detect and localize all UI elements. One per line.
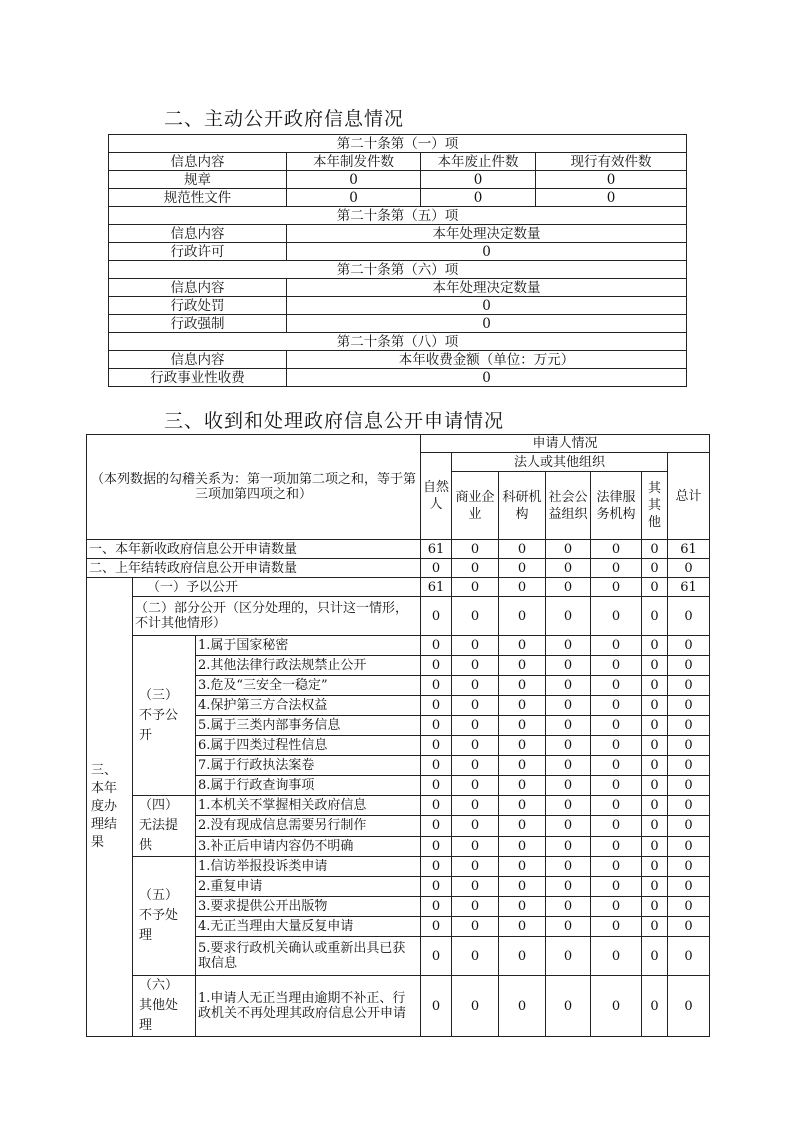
cell-value: 0 (421, 636, 452, 656)
cell-value: 0 (591, 836, 642, 856)
row-label: 6.属于四类过程性信息 (196, 736, 421, 756)
cell-value: 0 (668, 917, 710, 937)
row-label: 5.属于三类内部事务信息 (196, 716, 421, 736)
cell-value: 61 (668, 578, 710, 597)
column-header: 现行有效件数 (536, 153, 687, 171)
cell-value: 0 (287, 189, 421, 207)
cell-value: 0 (591, 937, 642, 976)
cell-value: 0 (642, 696, 668, 716)
cell-value: 0 (591, 976, 642, 1037)
row-label: 1.信访举报投诉类申请 (196, 857, 421, 877)
cell-value: 0 (591, 656, 642, 676)
column-header: 信息内容 (109, 279, 287, 297)
cell-value: 0 (421, 756, 452, 776)
cell-value: 0 (642, 656, 668, 676)
cell-value: 0 (499, 816, 546, 836)
other-header: 其其他 (642, 472, 668, 540)
cell-value: 0 (452, 696, 499, 716)
column-header: 信息内容 (109, 153, 287, 171)
cell-value: 0 (668, 676, 710, 696)
cell-value: 0 (642, 877, 668, 897)
cell-value: 0 (499, 877, 546, 897)
cell-value: 0 (591, 917, 642, 937)
cell-value: 61 (668, 540, 710, 559)
cell-value: 0 (421, 189, 536, 207)
cell-value: 0 (546, 877, 591, 897)
cell-value: 0 (499, 976, 546, 1037)
cell-value: 0 (421, 676, 452, 696)
cell-value: 0 (668, 716, 710, 736)
column-header: 信息内容 (109, 351, 287, 369)
cell-value: 0 (452, 676, 499, 696)
cell-value: 0 (668, 656, 710, 676)
cell-value: 0 (452, 776, 499, 796)
cell-value: 0 (499, 540, 546, 559)
cell-value: 0 (421, 897, 452, 917)
cell-value: 0 (499, 796, 546, 816)
cell-value: 0 (668, 816, 710, 836)
section-title-applications: 三、收到和处理政府信息公开申请情况 (164, 410, 505, 432)
row-label: （二）部分公开（区分处理的，只计这一情形，不计其他情形） (133, 597, 421, 636)
cell-value: 0 (452, 756, 499, 776)
cell-value: 0 (546, 756, 591, 776)
cell-value: 0 (421, 796, 452, 816)
cell-value: 0 (546, 796, 591, 816)
cell-value: 0 (546, 836, 591, 856)
column-note: （本列数据的勾稽关系为：第一项加第二项之和，等于第三项加第四项之和） (87, 435, 421, 540)
cell-value: 0 (668, 696, 710, 716)
row-label: 2.没有现成信息需要另行制作 (196, 816, 421, 836)
cell-value: 0 (421, 696, 452, 716)
row-label: 1.申请人无正当理由逾期不补正、行政机关不再处理其政府信息公开申请 (196, 976, 421, 1037)
column-header: 信息内容 (109, 225, 287, 243)
legal-service-header: 法律服务机构 (591, 472, 642, 540)
cell-value: 0 (591, 578, 642, 597)
cell-value: 0 (668, 877, 710, 897)
cell-value: 0 (642, 897, 668, 917)
cell-value: 0 (452, 578, 499, 597)
cell-value: 0 (668, 559, 710, 578)
cell-value: 0 (546, 736, 591, 756)
cell-value: 0 (642, 976, 668, 1037)
cell-value: 0 (452, 917, 499, 937)
cell-value: 0 (421, 171, 536, 189)
cell-value: 0 (546, 540, 591, 559)
cell-value: 0 (546, 696, 591, 716)
cell-value: 0 (499, 917, 546, 937)
cell-value: 0 (287, 243, 687, 261)
cell-value: 0 (499, 696, 546, 716)
natural-person-header: 自然人 (421, 453, 452, 540)
cell-value: 0 (591, 597, 642, 636)
cell-value: 0 (499, 756, 546, 776)
cell-value: 0 (499, 676, 546, 696)
commercial-header: 商业企业 (452, 472, 499, 540)
cell-value: 61 (421, 540, 452, 559)
cell-value: 0 (499, 636, 546, 656)
cell-value: 0 (287, 297, 687, 315)
cell-value: 0 (421, 776, 452, 796)
row-label: 行政许可 (109, 243, 287, 261)
cell-value: 0 (642, 836, 668, 856)
cell-value: 0 (591, 816, 642, 836)
row-label: 1.属于国家秘密 (196, 636, 421, 656)
cell-value: 0 (668, 897, 710, 917)
cell-value: 0 (642, 676, 668, 696)
cell-value: 0 (287, 369, 687, 387)
row-label: 规章 (109, 171, 287, 189)
cell-value: 0 (591, 540, 642, 559)
cell-value: 0 (546, 636, 591, 656)
cell-value: 0 (287, 315, 687, 333)
cell-value: 0 (642, 578, 668, 597)
cell-value: 0 (499, 937, 546, 976)
cell-value: 0 (642, 816, 668, 836)
cell-value: 0 (452, 857, 499, 877)
cell-value: 0 (642, 917, 668, 937)
application-table (86, 434, 710, 1037)
cell-value: 61 (421, 578, 452, 597)
cell-value: 0 (546, 656, 591, 676)
cell-value: 0 (642, 937, 668, 976)
row-label: 2.其他法律行政法规禁止公开 (196, 656, 421, 676)
cell-value: 0 (452, 559, 499, 578)
cell-value: 0 (668, 776, 710, 796)
cell-value: 0 (546, 597, 591, 636)
row-label: 一、本年新收政府信息公开申请数量 (87, 540, 421, 559)
cell-value: 0 (668, 736, 710, 756)
cell-value: 0 (421, 976, 452, 1037)
cell-value: 0 (536, 189, 687, 207)
cell-value: 0 (452, 796, 499, 816)
cell-value: 0 (546, 897, 591, 917)
cell-value: 0 (499, 559, 546, 578)
cell-value: 0 (421, 559, 452, 578)
row-label: 行政事业性收费 (109, 369, 287, 387)
cell-value: 0 (546, 937, 591, 976)
cell-value: 0 (452, 636, 499, 656)
row-label: 行政处罚 (109, 297, 287, 315)
cell-value: 0 (642, 559, 668, 578)
cell-value: 0 (452, 597, 499, 636)
social-header: 社会公益组织 (546, 472, 591, 540)
cell-value: 0 (591, 857, 642, 877)
cell-value: 0 (591, 676, 642, 696)
active-disclosure-table (108, 134, 687, 387)
cell-value: 0 (668, 597, 710, 636)
legal-entity-header: 法人或其他组织 (452, 453, 668, 472)
cell-value: 0 (421, 917, 452, 937)
article-heading: 第二十条第（八）项 (109, 333, 687, 351)
row-label: 2.重复申请 (196, 877, 421, 897)
cell-value: 0 (642, 756, 668, 776)
cell-value: 0 (546, 857, 591, 877)
row-label: 1.本机关不掌握相关政府信息 (196, 796, 421, 816)
cell-value: 0 (546, 816, 591, 836)
cell-value: 0 (499, 578, 546, 597)
cell-value: 0 (536, 171, 687, 189)
row-label: 8.属于行政查询事项 (196, 776, 421, 796)
cell-value: 0 (287, 171, 421, 189)
column-header: 本年处理决定数量 (287, 225, 687, 243)
cell-value: 0 (452, 540, 499, 559)
result-group-label: 三、本年度办理结果 (87, 578, 133, 1037)
cell-value: 0 (452, 816, 499, 836)
row-label: 3.要求提供公开出版物 (196, 897, 421, 917)
row-label: 3.补正后申请内容仍不明确 (196, 836, 421, 856)
cell-value: 0 (591, 796, 642, 816)
cell-value: 0 (452, 836, 499, 856)
research-header: 科研机构 (499, 472, 546, 540)
cell-value: 0 (591, 897, 642, 917)
cell-value: 0 (591, 559, 642, 578)
notopen-group-label: （三）不予公开 (133, 636, 196, 796)
cell-value: 0 (642, 736, 668, 756)
cell-value: 0 (499, 716, 546, 736)
cell-value: 0 (642, 796, 668, 816)
row-label: 二、上年结转政府信息公开申请数量 (87, 559, 421, 578)
applicant-header: 申请人情况 (421, 435, 710, 453)
article-heading: 第二十条第（五）项 (109, 207, 687, 225)
column-header: 本年收费金额（单位：万元） (287, 351, 687, 369)
cell-value: 0 (499, 736, 546, 756)
cell-value: 0 (591, 736, 642, 756)
cell-value: 0 (421, 836, 452, 856)
column-header: 本年处理决定数量 (287, 279, 687, 297)
cell-value: 0 (546, 776, 591, 796)
row-label: 行政强制 (109, 315, 287, 333)
cell-value: 0 (546, 976, 591, 1037)
row-label: 规范性文件 (109, 189, 287, 207)
cell-value: 0 (642, 716, 668, 736)
cell-value: 0 (668, 756, 710, 776)
cell-value: 0 (591, 776, 642, 796)
cell-value: 0 (499, 836, 546, 856)
total-header: 总计 (668, 453, 710, 540)
cell-value: 0 (452, 656, 499, 676)
cell-value: 0 (546, 559, 591, 578)
cell-value: 0 (452, 877, 499, 897)
column-header: 本年废止件数 (421, 153, 536, 171)
cell-value: 0 (421, 716, 452, 736)
row-label: 3.危及“三安全一稳定” (196, 676, 421, 696)
cell-value: 0 (421, 597, 452, 636)
cell-value: 0 (591, 756, 642, 776)
row-label: 4.保护第三方合法权益 (196, 696, 421, 716)
cell-value: 0 (668, 937, 710, 976)
cell-value: 0 (499, 656, 546, 676)
cell-value: 0 (452, 736, 499, 756)
cell-value: 0 (668, 836, 710, 856)
cell-value: 0 (642, 636, 668, 656)
cell-value: 0 (546, 716, 591, 736)
cell-value: 0 (642, 540, 668, 559)
section-title-active-disclosure: 二、主动公开政府信息情况 (164, 108, 405, 130)
cell-value: 0 (499, 857, 546, 877)
article-heading: 第二十条第（六）项 (109, 261, 687, 279)
cell-value: 0 (421, 736, 452, 756)
cell-value: 0 (668, 796, 710, 816)
cell-value: 0 (642, 857, 668, 877)
cell-value: 0 (452, 716, 499, 736)
cell-value: 0 (591, 636, 642, 656)
cell-value: 0 (668, 636, 710, 656)
cell-value: 0 (546, 676, 591, 696)
cell-value: 0 (452, 976, 499, 1037)
cell-value: 0 (452, 897, 499, 917)
cell-value: 0 (546, 578, 591, 597)
cell-value: 0 (421, 877, 452, 897)
cell-value: 0 (668, 857, 710, 877)
cell-value: 0 (499, 597, 546, 636)
column-header: 本年制发件数 (287, 153, 421, 171)
cell-value: 0 (499, 776, 546, 796)
cell-value: 0 (642, 776, 668, 796)
cell-value: 0 (452, 937, 499, 976)
cell-value: 0 (668, 976, 710, 1037)
row-label: （一）予以公开 (133, 578, 421, 597)
cell-value: 0 (642, 597, 668, 636)
row-label: 4.无正当理由大量反复申请 (196, 917, 421, 937)
cell-value: 0 (546, 917, 591, 937)
cell-value: 0 (591, 716, 642, 736)
cell-value: 0 (591, 696, 642, 716)
cell-value: 0 (421, 857, 452, 877)
cannot-group-label: （四）无法提供 (133, 796, 196, 857)
cell-value: 0 (499, 897, 546, 917)
cell-value: 0 (591, 877, 642, 897)
cell-value: 0 (421, 816, 452, 836)
cell-value: 0 (421, 656, 452, 676)
noprocess-group-label: （五）不予处理 (133, 857, 196, 976)
article-heading: 第二十条第（一）项 (109, 135, 687, 153)
row-label: 7.属于行政执法案卷 (196, 756, 421, 776)
row-label: 5.要求行政机关确认或重新出具已获取信息 (196, 937, 421, 976)
other-group-label: （六）其他处理 (133, 976, 196, 1037)
cell-value: 0 (421, 937, 452, 976)
